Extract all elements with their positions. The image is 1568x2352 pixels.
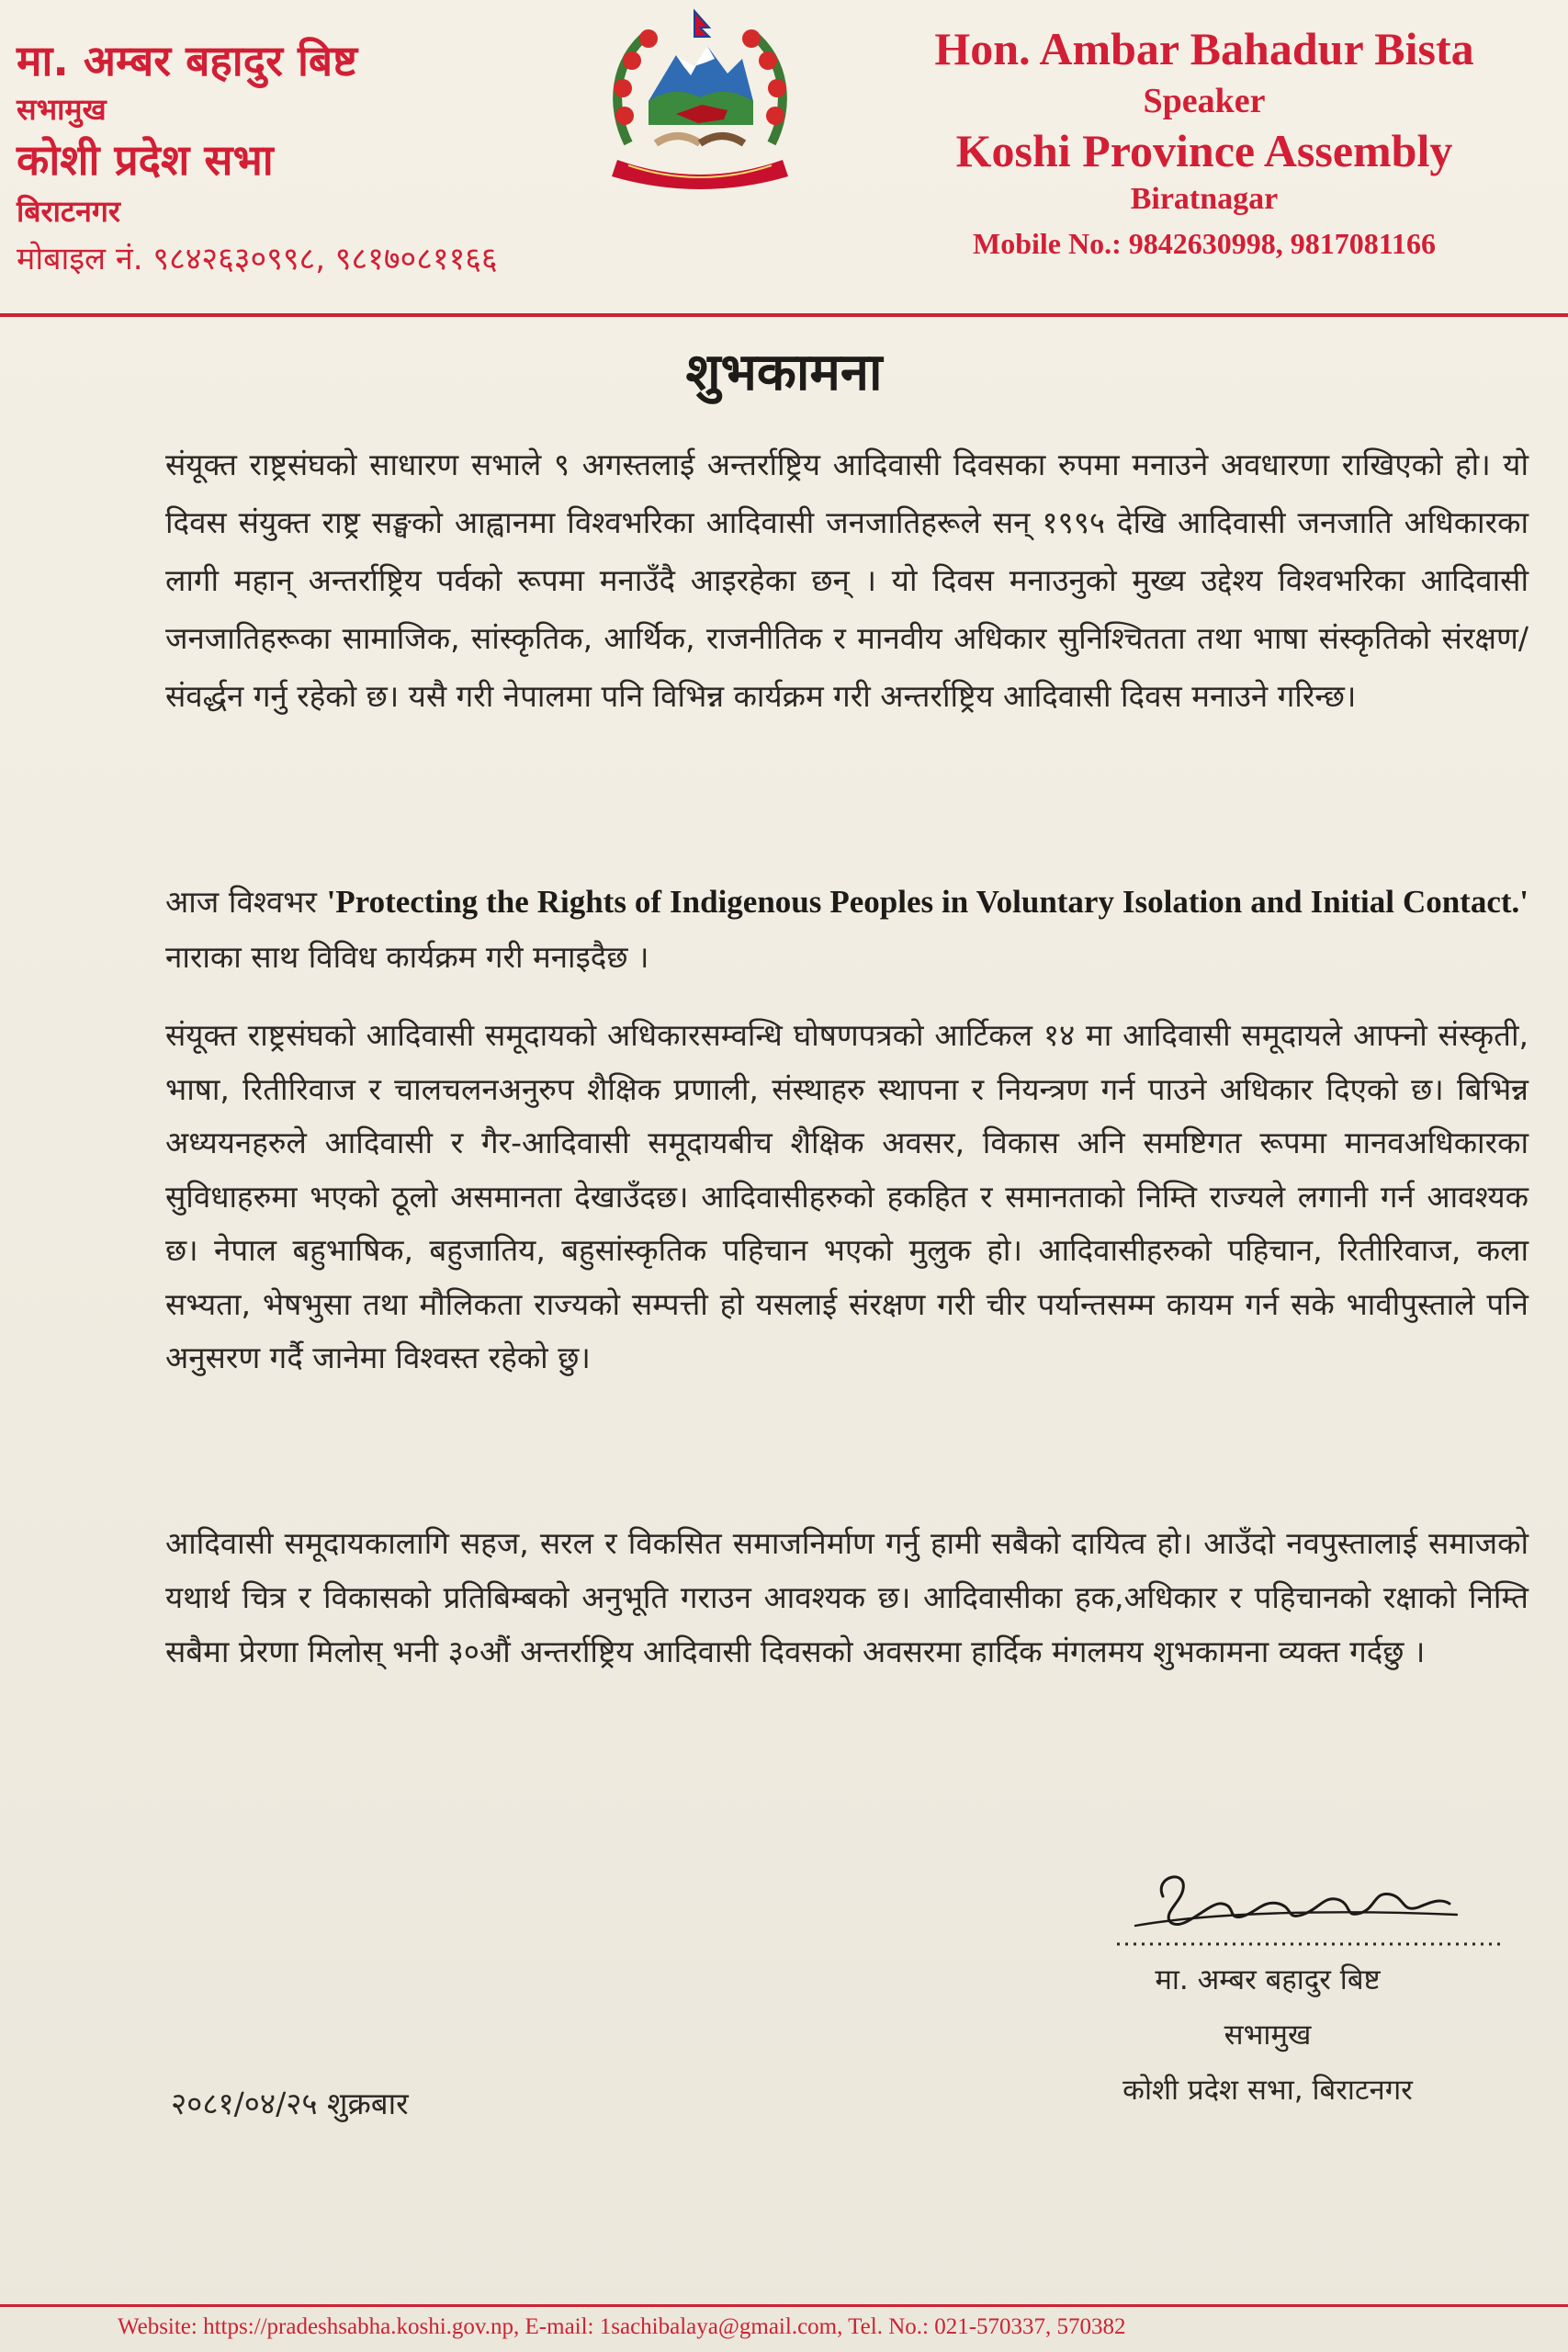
- paragraph-3: संयूक्त राष्ट्रसंघको आदिवासी समूदायको अधिकारसम्वन्धि घोषणपत्रको आर्टिकल १४ मा आदिवासी समूदायले आफ्नो संस्कृती, भाषा, रितीरिवाज र चालचलनअनुरुप शैक्षिक प्रणाली, संस्थाहरु स्थापना र नियन्त्रण गर्न पाउने अधिकार दिएको छ। बिभिन्न अध्ययनहरुले आदिवासी र गैर-आदिवासी समूदायबीच शैक्षिक अवसर, विकास अनि समष्टिगत रूपमा मानवअधिकारका सुविधाहरुमा भएको ठूलो असमानता देखाउँदछ। आदिवासीहरुको हकहित र समानताको निम्ति राज्यले लगानी गर्न आवश्यक छ। नेपाल बहुभाषिक, बहुजातिय, बहुसांस्कृतिक पहिचान भएको मुलुक हो। आदिवासीहरुको पहिचान, रितीरिवाज, कला सभ्यता, भेषभुसा तथा मौलिकता राज्यको सम्पत्ती हो यसलाई संरक्षण गरी चीर पर्यान्तसम्म कायम गर्न सके भावीपुस्ताले पनि अनुसरण गर्दै जानेमा विश्वस्त रहेको छु।: [165, 1017, 1529, 1375]
- letterhead-en-org: Koshi Province Assembly: [955, 125, 1453, 176]
- letter-heading: शुभकामना: [685, 343, 883, 402]
- signatory-org: कोशी प्रदेश सभा, बिराटनगर: [1122, 2074, 1413, 2107]
- paragraph-2-prefix: आज विश्वभर: [165, 884, 327, 920]
- letterhead-np-name: मा. अम्बर बहादुर बिष्ट: [17, 36, 358, 85]
- paragraph-2-suffix: नाराका साथ विविध कार्यक्रम गरी मनाइदैछ ।: [165, 939, 649, 975]
- signatory-name: मा. अम्बर बहादुर बिष्ट: [1155, 1963, 1381, 1996]
- signature-block: [1010, 1952, 1525, 2118]
- letterhead-divider: [0, 313, 1568, 317]
- letterhead-nepali: [17, 33, 604, 285]
- handwritten-signature-icon: [1099, 1849, 1521, 1959]
- paragraph-4: आदिवासी समूदायकालागि सहज, सरल र विकसित समाजनिर्माण गर्नु हामी सबैको दायित्व हो। आउँदो नवपुस्तालाई समाजको यथार्थ चित्र र विकासको प्रतिबिम्बको अनुभूति गराउन आवश्यक छ। आदिवासीका हक,अधिकार र पहिचानको रक्षाको निम्ति सबैमा प्रेरणा मिलोस् भनी ३०औं अन्तर्राष्ट्रिय आदिवासी दिवसको अवसरमा हार्दिक मंगलमय शुभकामना व्यक्त गर्दछु ।: [165, 1525, 1529, 1669]
- letterhead-en-phone: Mobile No.: 9842630998, 9817081166: [973, 227, 1436, 260]
- footer-contact: Website: https://pradeshsabha.koshi.gov.np, E-mail: 1sachibalaya@gmail.com, Tel. No.: 021-570337, 570382: [118, 2314, 1126, 2339]
- letterhead-en-name: Hon. Ambar Bahadur Bista: [934, 23, 1474, 74]
- paragraph-2-theme: 'Protecting the Rights of Indigenous Peoples in Voluntary Isolation and Initial Contact.': [326, 884, 1529, 920]
- nepal-coat-of-arms-icon: [592, 6, 808, 197]
- letterhead-en-city: Biratnagar: [1130, 182, 1279, 216]
- footer-divider: [0, 2304, 1568, 2307]
- letterhead-np-title: सभामुख: [17, 92, 107, 127]
- letterhead-np-org: कोशी प्रदेश सभा: [17, 135, 274, 185]
- letterhead-en-title: Speaker: [1143, 82, 1266, 120]
- signatory-title: सभामुख: [1224, 2018, 1312, 2052]
- paragraph-2: [165, 875, 1529, 985]
- paragraph-1: संयूक्त राष्ट्रसंघको साधारण सभाले ९ अगस्तलाई अन्तर्राष्ट्रिय आदिवासी दिवसका रुपमा मनाउने अवधारणा राखिएको हो। यो दिवस संयुक्त राष्ट्र सङ्घको आह्वानमा विश्वभरिका आदिवासी जनजातिहरूले सन् १९९५ देखि आदिवासी जनजाति अधिकारका लागी महान् अन्तर्राष्ट्रिय पर्वको रूपमा मनाउँदै आइरहेका छन् । यो दिवस मनाउनुको मुख्य उद्देश्य विश्वभरिका आदिवासी जनजातिहरूका सामाजिक, सांस्कृतिक, आर्थिक, राजनीतिक र मानवीय अधिकार सुनिश्चितता तथा भाषा संस्कृतिको संरक्षण/संवर्द्धन गर्नु रहेको छ। यसै गरी नेपालमा पनि विभिन्न कार्यक्रम गरी अन्तर्राष्ट्रिय आदिवासी दिवस मनाउने गरिन्छ।: [165, 447, 1529, 714]
- letterhead-english: [874, 18, 1535, 266]
- letterhead-np-city: बिराटनगर: [17, 194, 120, 229]
- letter-date: २०८१/०४/२५ शुक्रबार: [171, 2086, 409, 2121]
- letterhead-np-phone: मोबाइल नं. ९८४२६३०९९८, ९८१७०८११६६: [17, 241, 498, 277]
